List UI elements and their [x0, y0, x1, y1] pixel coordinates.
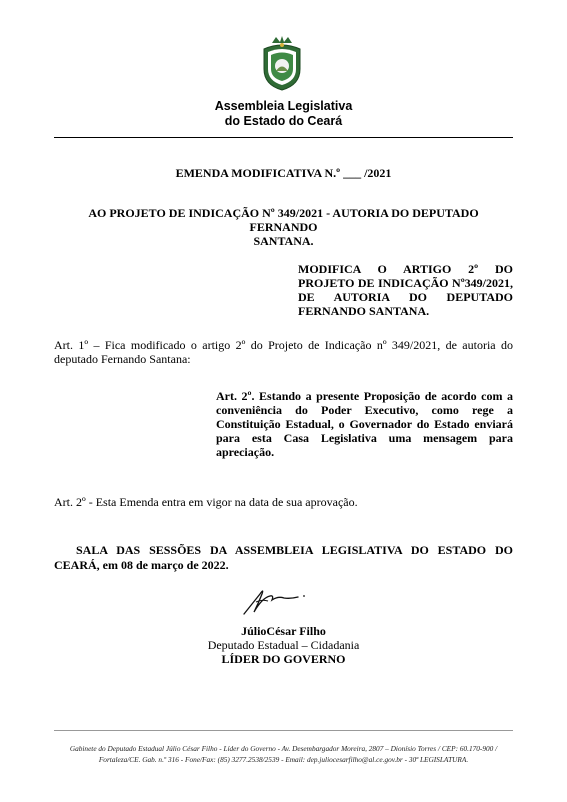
signer-title: LÍDER DO GOVERNO [221, 652, 346, 666]
project-reference-line-2: SANTANA. [253, 234, 314, 248]
institution-line-1: Assembleia Legislativa [214, 99, 353, 113]
header-divider [54, 137, 513, 138]
signer-role: Deputado Estadual – Cidadania [207, 638, 360, 652]
signature-block [0, 624, 567, 666]
state-coat-of-arms-logo [258, 35, 306, 91]
article-1: Art. 1º – Fica modificado o artigo 2º do Projeto de Indicação nº 349/2021, de autoria do deputado Fernando Santana: [54, 338, 513, 366]
signer-name: JúlioCésar Filho [241, 624, 326, 638]
session-hall-statement: SALA DAS SESSÕES DA ASSEMBLEIA LEGISLATIVA DO ESTADO DO CEARÁ, em 08 de março de 2022. [54, 543, 513, 572]
footer-line-1: Gabinete do Deputado Estadual Júlio César Filho - Líder do Governo - Av. Desembargador Moreira, 2807 – Dionísio Torres / CEP: 60.170-900 / [69, 744, 498, 753]
quoted-article-2: Art. 2º. Estando a presente Proposição de acordo com a conveniência do Poder Executivo, como rege a Constituição Estadual, o Governador do Estado enviará para esta Casa Legislativa uma mensagem para apreciação. [216, 389, 513, 459]
document-title: EMENDA MODIFICATIVA N.º ___ /2021 [175, 166, 392, 180]
footer-divider [54, 730, 513, 731]
article-2: Art. 2º - Esta Emenda entra em vigor na data de sua aprovação. [54, 495, 358, 509]
ementa-text: MODIFICA O ARTIGO 2º DO PROJETO DE INDICAÇÃO Nº349/2021, DE AUTORIA DO DEPUTADO FERNANDO SANTANA. [298, 262, 513, 318]
footer-line-2: Fortaleza/CE. Gab. n.º 316 - Fone/Fax: (85) 3277.2538/2539 - Email: dep.juliocesarfilho@al.ce.gov.br - 30ª LEGISLATURA. [98, 755, 469, 764]
project-reference-line-1: AO PROJETO DE INDICAÇÃO Nº 349/2021 - AUTORIA DO DEPUTADO FERNANDO [88, 206, 479, 234]
handwritten-signature [240, 582, 312, 618]
institution-line-2: do Estado do Ceará [224, 114, 343, 128]
institution-name [0, 99, 567, 129]
footer-address [54, 743, 513, 765]
project-reference [54, 206, 513, 248]
